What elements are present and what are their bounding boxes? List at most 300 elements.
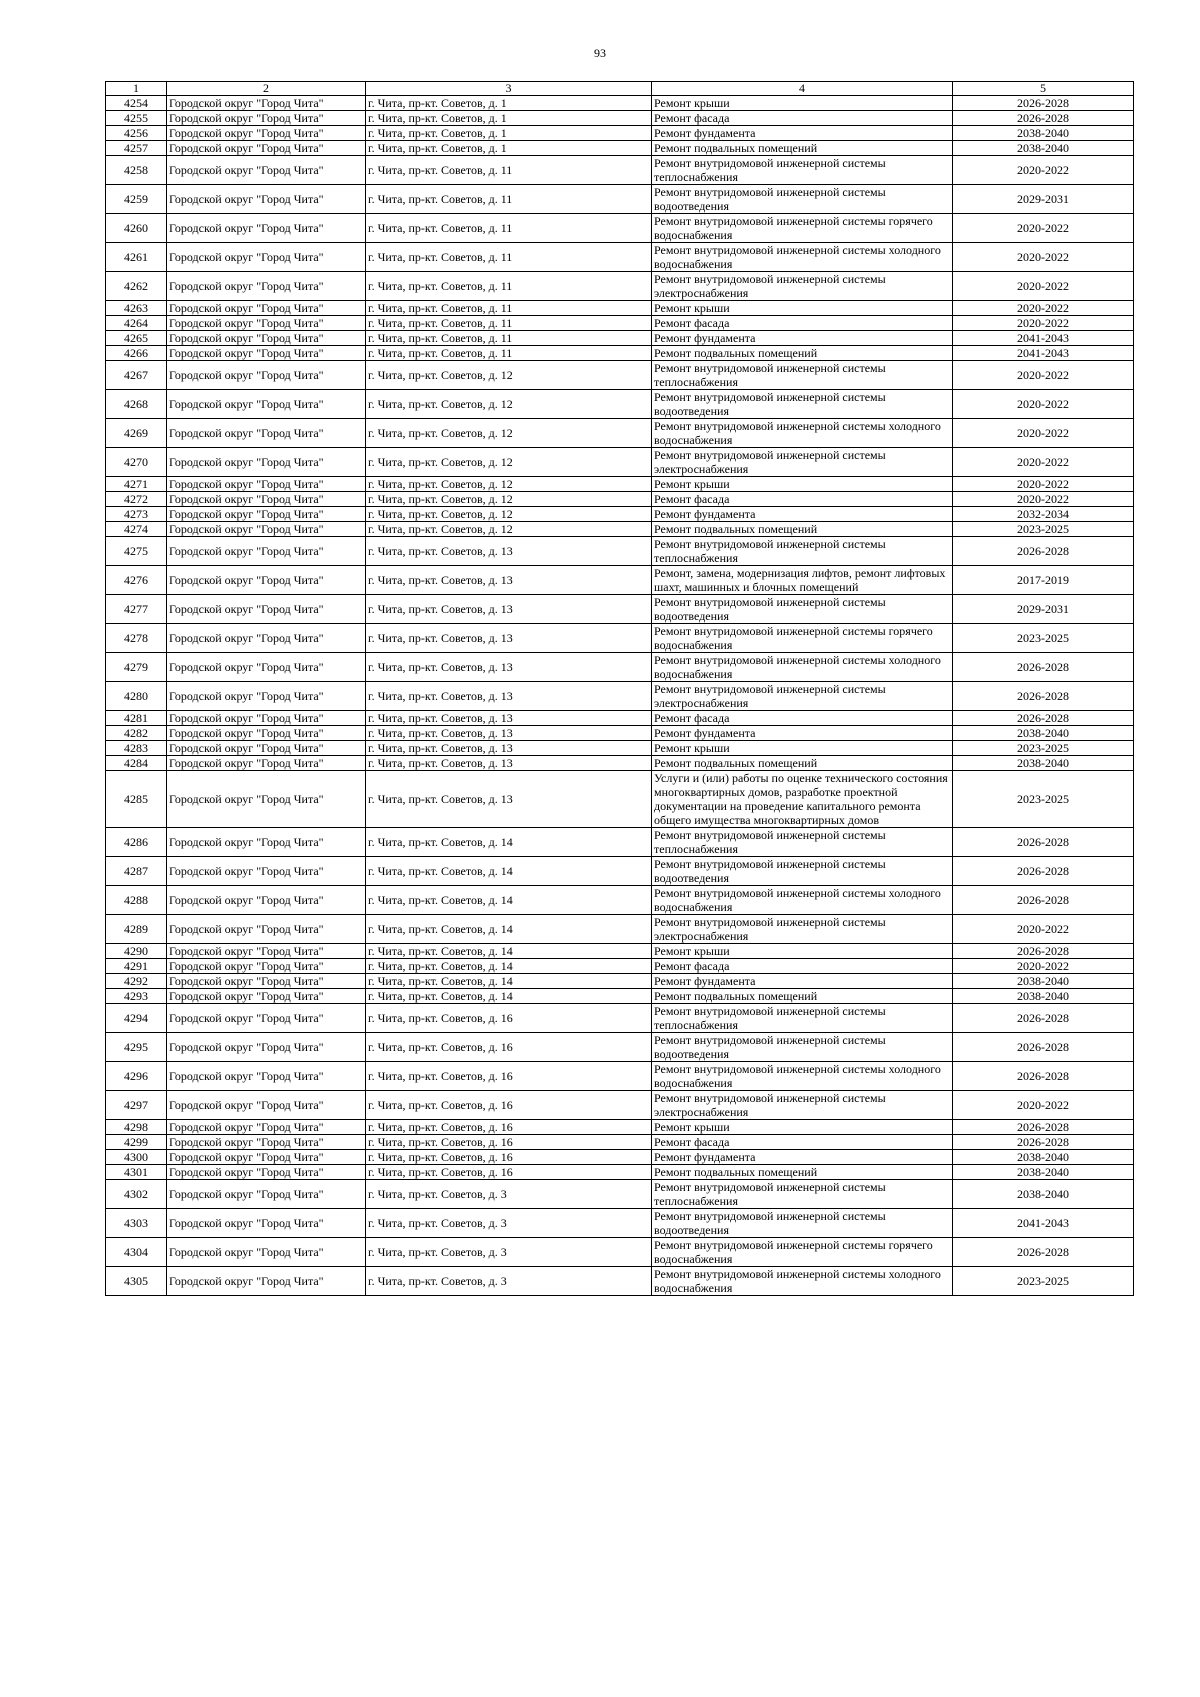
table-row: [106, 624, 1134, 653]
table-row: [106, 989, 1134, 1004]
district-cell: Городской округ "Город Чита": [167, 726, 366, 741]
period-cell: 2026-2028: [953, 886, 1134, 915]
work-type-cell: Ремонт крыши: [652, 741, 953, 756]
address-cell: г. Чита, пр-кт. Советов, д. 11: [366, 185, 652, 214]
row-number-cell: 4300: [106, 1150, 167, 1165]
work-type-cell: Ремонт внутридомовой инженерной системы водоотведения: [652, 595, 953, 624]
row-number-cell: 4286: [106, 828, 167, 857]
district-cell: Городской округ "Город Чита": [167, 1004, 366, 1033]
work-type-cell: Ремонт внутридомовой инженерной системы водоотведения: [652, 185, 953, 214]
district-cell: Городской округ "Город Чита": [167, 653, 366, 682]
period-cell: 2020-2022: [953, 214, 1134, 243]
column-header: 5: [953, 82, 1134, 96]
table-row: [106, 156, 1134, 185]
address-cell: г. Чита, пр-кт. Советов, д. 13: [366, 711, 652, 726]
district-cell: Городской округ "Город Чита": [167, 1180, 366, 1209]
work-type-cell: Ремонт внутридомовой инженерной системы теплоснабжения: [652, 156, 953, 185]
address-cell: г. Чита, пр-кт. Советов, д. 11: [366, 214, 652, 243]
district-cell: Городской округ "Город Чита": [167, 989, 366, 1004]
row-number-cell: 4264: [106, 316, 167, 331]
table-row: [106, 1165, 1134, 1180]
period-cell: 2023-2025: [953, 741, 1134, 756]
address-cell: г. Чита, пр-кт. Советов, д. 11: [366, 331, 652, 346]
district-cell: Городской округ "Город Чита": [167, 974, 366, 989]
district-cell: Городской округ "Город Чита": [167, 1135, 366, 1150]
address-cell: г. Чита, пр-кт. Советов, д. 13: [366, 682, 652, 711]
work-type-cell: Ремонт внутридомовой инженерной системы горячего водоснабжения: [652, 1238, 953, 1267]
table-row: [106, 1150, 1134, 1165]
row-number-cell: 4271: [106, 477, 167, 492]
period-cell: 2038-2040: [953, 726, 1134, 741]
address-cell: г. Чита, пр-кт. Советов, д. 11: [366, 156, 652, 185]
table-row: [106, 711, 1134, 726]
row-number-cell: 4295: [106, 1033, 167, 1062]
district-cell: Городской округ "Город Чита": [167, 185, 366, 214]
table-row: [106, 272, 1134, 301]
district-cell: Городской округ "Город Чита": [167, 243, 366, 272]
table-row: [106, 522, 1134, 537]
period-cell: 2026-2028: [953, 1033, 1134, 1062]
row-number-cell: 4260: [106, 214, 167, 243]
row-number-cell: 4288: [106, 886, 167, 915]
work-type-cell: Услуги и (или) работы по оценке технического состояния многоквартирных домов, разработке проектной документации на проведение капитального ремонта общего имущества многоквартирных домов: [652, 771, 953, 828]
row-number-cell: 4255: [106, 111, 167, 126]
district-cell: Городской округ "Город Чита": [167, 1150, 366, 1165]
table-row: [106, 915, 1134, 944]
district-cell: Городской округ "Город Чита": [167, 507, 366, 522]
address-cell: г. Чита, пр-кт. Советов, д. 3: [366, 1238, 652, 1267]
district-cell: Городской округ "Город Чита": [167, 522, 366, 537]
work-type-cell: Ремонт внутридомовой инженерной системы теплоснабжения: [652, 361, 953, 390]
table-row: [106, 828, 1134, 857]
period-cell: 2023-2025: [953, 624, 1134, 653]
period-cell: 2041-2043: [953, 331, 1134, 346]
table-body: [106, 96, 1134, 1296]
table-row: [106, 492, 1134, 507]
work-type-cell: Ремонт внутридомовой инженерной системы теплоснабжения: [652, 537, 953, 566]
address-cell: г. Чита, пр-кт. Советов, д. 11: [366, 301, 652, 316]
row-number-cell: 4269: [106, 419, 167, 448]
table-row: [106, 682, 1134, 711]
table-row: [106, 214, 1134, 243]
row-number-cell: 4296: [106, 1062, 167, 1091]
row-number-cell: 4287: [106, 857, 167, 886]
table-row: [106, 1238, 1134, 1267]
row-number-cell: 4303: [106, 1209, 167, 1238]
row-number-cell: 4274: [106, 522, 167, 537]
address-cell: г. Чита, пр-кт. Советов, д. 12: [366, 390, 652, 419]
address-cell: г. Чита, пр-кт. Советов, д. 12: [366, 419, 652, 448]
period-cell: 2026-2028: [953, 1120, 1134, 1135]
row-number-cell: 4256: [106, 126, 167, 141]
row-number-cell: 4270: [106, 448, 167, 477]
district-cell: Городской округ "Город Чита": [167, 111, 366, 126]
period-cell: 2026-2028: [953, 1135, 1134, 1150]
district-cell: Городской округ "Город Чита": [167, 1209, 366, 1238]
period-cell: 2026-2028: [953, 653, 1134, 682]
period-cell: 2020-2022: [953, 361, 1134, 390]
table-row: [106, 974, 1134, 989]
address-cell: г. Чита, пр-кт. Советов, д. 14: [366, 974, 652, 989]
address-cell: г. Чита, пр-кт. Советов, д. 11: [366, 316, 652, 331]
row-number-cell: 4258: [106, 156, 167, 185]
table-row: [106, 96, 1134, 111]
address-cell: г. Чита, пр-кт. Советов, д. 12: [366, 448, 652, 477]
row-number-cell: 4283: [106, 741, 167, 756]
work-type-cell: Ремонт внутридомовой инженерной системы холодного водоснабжения: [652, 653, 953, 682]
work-type-cell: Ремонт внутридомовой инженерной системы горячего водоснабжения: [652, 214, 953, 243]
row-number-cell: 4257: [106, 141, 167, 156]
work-type-cell: Ремонт подвальных помещений: [652, 989, 953, 1004]
period-cell: 2026-2028: [953, 96, 1134, 111]
table-row: [106, 419, 1134, 448]
address-cell: г. Чита, пр-кт. Советов, д. 3: [366, 1180, 652, 1209]
work-type-cell: Ремонт фасада: [652, 492, 953, 507]
district-cell: Городской округ "Город Чита": [167, 771, 366, 828]
period-cell: 2026-2028: [953, 828, 1134, 857]
district-cell: Городской округ "Город Чита": [167, 331, 366, 346]
work-type-cell: Ремонт фундамента: [652, 1150, 953, 1165]
period-cell: 2020-2022: [953, 492, 1134, 507]
table-row: [106, 944, 1134, 959]
district-cell: Городской округ "Город Чита": [167, 537, 366, 566]
work-type-cell: Ремонт внутридомовой инженерной системы электроснабжения: [652, 915, 953, 944]
address-cell: г. Чита, пр-кт. Советов, д. 12: [366, 477, 652, 492]
table-row: [106, 741, 1134, 756]
district-cell: Городской округ "Город Чита": [167, 1165, 366, 1180]
page-number: 93: [594, 46, 606, 60]
district-cell: Городской округ "Город Чита": [167, 1267, 366, 1296]
work-type-cell: Ремонт внутридомовой инженерной системы водоотведения: [652, 1033, 953, 1062]
period-cell: 2038-2040: [953, 1150, 1134, 1165]
table-row: [106, 448, 1134, 477]
row-number-cell: 4298: [106, 1120, 167, 1135]
district-cell: Городской округ "Город Чита": [167, 448, 366, 477]
work-type-cell: Ремонт крыши: [652, 1120, 953, 1135]
address-cell: г. Чита, пр-кт. Советов, д. 16: [366, 1004, 652, 1033]
work-type-cell: Ремонт крыши: [652, 301, 953, 316]
table-row: [106, 1135, 1134, 1150]
address-cell: г. Чита, пр-кт. Советов, д. 13: [366, 756, 652, 771]
row-number-cell: 4302: [106, 1180, 167, 1209]
work-type-cell: Ремонт крыши: [652, 944, 953, 959]
address-cell: г. Чита, пр-кт. Советов, д. 13: [366, 595, 652, 624]
work-type-cell: Ремонт внутридомовой инженерной системы водоотведения: [652, 390, 953, 419]
table-row: [106, 756, 1134, 771]
table-row: [106, 507, 1134, 522]
address-cell: г. Чита, пр-кт. Советов, д. 16: [366, 1165, 652, 1180]
district-cell: Городской округ "Город Чита": [167, 1091, 366, 1120]
period-cell: 2026-2028: [953, 111, 1134, 126]
table-row: [106, 243, 1134, 272]
row-number-cell: 4277: [106, 595, 167, 624]
row-number-cell: 4294: [106, 1004, 167, 1033]
period-cell: 2041-2043: [953, 1209, 1134, 1238]
period-cell: 2038-2040: [953, 756, 1134, 771]
row-number-cell: 4299: [106, 1135, 167, 1150]
work-type-cell: Ремонт подвальных помещений: [652, 522, 953, 537]
table-row: [106, 1120, 1134, 1135]
district-cell: Городской округ "Город Чита": [167, 419, 366, 448]
work-type-cell: Ремонт внутридомовой инженерной системы горячего водоснабжения: [652, 624, 953, 653]
row-number-cell: 4290: [106, 944, 167, 959]
period-cell: 2020-2022: [953, 959, 1134, 974]
period-cell: 2023-2025: [953, 522, 1134, 537]
district-cell: Городской округ "Город Чита": [167, 316, 366, 331]
row-number-cell: 4284: [106, 756, 167, 771]
district-cell: Городской округ "Город Чита": [167, 711, 366, 726]
period-cell: 2020-2022: [953, 156, 1134, 185]
period-cell: 2023-2025: [953, 1267, 1134, 1296]
work-type-cell: Ремонт внутридомовой инженерной системы теплоснабжения: [652, 1004, 953, 1033]
district-cell: Городской округ "Город Чита": [167, 1238, 366, 1267]
column-header: 2: [167, 82, 366, 96]
district-cell: Городской округ "Город Чита": [167, 390, 366, 419]
period-cell: 2026-2028: [953, 1004, 1134, 1033]
address-cell: г. Чита, пр-кт. Советов, д. 1: [366, 96, 652, 111]
address-cell: г. Чита, пр-кт. Советов, д. 1: [366, 141, 652, 156]
table-row: [106, 316, 1134, 331]
address-cell: г. Чита, пр-кт. Советов, д. 1: [366, 111, 652, 126]
work-type-cell: Ремонт крыши: [652, 477, 953, 492]
period-cell: 2026-2028: [953, 682, 1134, 711]
district-cell: Городской округ "Город Чита": [167, 1062, 366, 1091]
period-cell: 2020-2022: [953, 448, 1134, 477]
work-type-cell: Ремонт фундамента: [652, 507, 953, 522]
work-type-cell: Ремонт внутридомовой инженерной системы холодного водоснабжения: [652, 1062, 953, 1091]
period-cell: 2026-2028: [953, 857, 1134, 886]
work-type-cell: Ремонт внутридомовой инженерной системы электроснабжения: [652, 448, 953, 477]
district-cell: Городской округ "Город Чита": [167, 857, 366, 886]
address-cell: г. Чита, пр-кт. Советов, д. 13: [366, 741, 652, 756]
table-row: [106, 886, 1134, 915]
address-cell: г. Чита, пр-кт. Советов, д. 14: [366, 915, 652, 944]
row-number-cell: 4293: [106, 989, 167, 1004]
column-header: 3: [366, 82, 652, 96]
row-number-cell: 4297: [106, 1091, 167, 1120]
district-cell: Городской округ "Город Чита": [167, 492, 366, 507]
row-number-cell: 4263: [106, 301, 167, 316]
table-row: [106, 390, 1134, 419]
period-cell: 2026-2028: [953, 537, 1134, 566]
address-cell: г. Чита, пр-кт. Советов, д. 16: [366, 1033, 652, 1062]
period-cell: 2032-2034: [953, 507, 1134, 522]
period-cell: 2026-2028: [953, 711, 1134, 726]
work-type-cell: Ремонт внутридомовой инженерной системы водоотведения: [652, 1209, 953, 1238]
work-type-cell: Ремонт внутридомовой инженерной системы холодного водоснабжения: [652, 419, 953, 448]
table-row: [106, 1091, 1134, 1120]
address-cell: г. Чита, пр-кт. Советов, д. 16: [366, 1135, 652, 1150]
district-cell: Городской округ "Город Чита": [167, 272, 366, 301]
row-number-cell: 4292: [106, 974, 167, 989]
address-cell: г. Чита, пр-кт. Советов, д. 3: [366, 1267, 652, 1296]
district-cell: Городской округ "Город Чита": [167, 624, 366, 653]
work-type-cell: Ремонт фасада: [652, 1135, 953, 1150]
row-number-cell: 4254: [106, 96, 167, 111]
table-row: [106, 1209, 1134, 1238]
period-cell: 2038-2040: [953, 126, 1134, 141]
address-cell: г. Чита, пр-кт. Советов, д. 13: [366, 537, 652, 566]
work-type-cell: Ремонт, замена, модернизация лифтов, ремонт лифтовых шахт, машинных и блочных помещений: [652, 566, 953, 595]
district-cell: Городской округ "Город Чита": [167, 944, 366, 959]
district-cell: Городской округ "Город Чита": [167, 214, 366, 243]
row-number-cell: 4267: [106, 361, 167, 390]
work-type-cell: Ремонт внутридомовой инженерной системы электроснабжения: [652, 682, 953, 711]
row-number-cell: 4281: [106, 711, 167, 726]
address-cell: г. Чита, пр-кт. Советов, д. 16: [366, 1091, 652, 1120]
address-cell: г. Чита, пр-кт. Советов, д. 13: [366, 771, 652, 828]
district-cell: Городской округ "Город Чита": [167, 301, 366, 316]
row-number-cell: 4265: [106, 331, 167, 346]
row-number-cell: 4262: [106, 272, 167, 301]
period-cell: 2020-2022: [953, 390, 1134, 419]
district-cell: Городской округ "Город Чита": [167, 1033, 366, 1062]
row-number-cell: 4273: [106, 507, 167, 522]
district-cell: Городской округ "Город Чита": [167, 361, 366, 390]
row-number-cell: 4268: [106, 390, 167, 419]
period-cell: 2038-2040: [953, 1180, 1134, 1209]
period-cell: 2017-2019: [953, 566, 1134, 595]
address-cell: г. Чита, пр-кт. Советов, д. 12: [366, 507, 652, 522]
table-row: [106, 653, 1134, 682]
table-row: [106, 301, 1134, 316]
address-cell: г. Чита, пр-кт. Советов, д. 13: [366, 624, 652, 653]
table-row: [106, 331, 1134, 346]
table-row: [106, 1033, 1134, 1062]
district-cell: Городской округ "Город Чита": [167, 828, 366, 857]
district-cell: Городской округ "Город Чита": [167, 756, 366, 771]
address-cell: г. Чита, пр-кт. Советов, д. 14: [366, 944, 652, 959]
period-cell: 2038-2040: [953, 1165, 1134, 1180]
work-type-cell: Ремонт подвальных помещений: [652, 756, 953, 771]
table-row: [106, 111, 1134, 126]
district-cell: Городской округ "Город Чита": [167, 141, 366, 156]
row-number-cell: 4278: [106, 624, 167, 653]
row-number-cell: 4275: [106, 537, 167, 566]
address-cell: г. Чита, пр-кт. Советов, д. 3: [366, 1209, 652, 1238]
column-header: 4: [652, 82, 953, 96]
district-cell: Городской округ "Город Чита": [167, 959, 366, 974]
period-cell: 2026-2028: [953, 1238, 1134, 1267]
row-number-cell: 4266: [106, 346, 167, 361]
address-cell: г. Чита, пр-кт. Советов, д. 14: [366, 828, 652, 857]
address-cell: г. Чита, пр-кт. Советов, д. 1: [366, 126, 652, 141]
work-type-cell: Ремонт фасада: [652, 959, 953, 974]
work-type-cell: Ремонт внутридомовой инженерной системы водоотведения: [652, 857, 953, 886]
work-type-cell: Ремонт подвальных помещений: [652, 141, 953, 156]
address-cell: г. Чита, пр-кт. Советов, д. 14: [366, 959, 652, 974]
row-number-cell: 4282: [106, 726, 167, 741]
row-number-cell: 4261: [106, 243, 167, 272]
work-type-cell: Ремонт фундамента: [652, 726, 953, 741]
work-type-cell: Ремонт фасада: [652, 316, 953, 331]
work-type-cell: Ремонт фундамента: [652, 331, 953, 346]
table-header-row: [106, 82, 1134, 96]
address-cell: г. Чита, пр-кт. Советов, д. 11: [366, 243, 652, 272]
row-number-cell: 4301: [106, 1165, 167, 1180]
district-cell: Городской округ "Город Чита": [167, 886, 366, 915]
row-number-cell: 4291: [106, 959, 167, 974]
table-row: [106, 857, 1134, 886]
table-row: [106, 1004, 1134, 1033]
table-row: [106, 346, 1134, 361]
address-cell: г. Чита, пр-кт. Советов, д. 11: [366, 346, 652, 361]
address-cell: г. Чита, пр-кт. Советов, д. 13: [366, 566, 652, 595]
address-cell: г. Чита, пр-кт. Советов, д. 13: [366, 726, 652, 741]
period-cell: 2020-2022: [953, 419, 1134, 448]
period-cell: 2038-2040: [953, 141, 1134, 156]
work-type-cell: Ремонт внутридомовой инженерной системы холодного водоснабжения: [652, 1267, 953, 1296]
period-cell: 2026-2028: [953, 944, 1134, 959]
address-cell: г. Чита, пр-кт. Советов, д. 12: [366, 492, 652, 507]
period-cell: 2026-2028: [953, 1062, 1134, 1091]
table-row: [106, 726, 1134, 741]
work-type-cell: Ремонт фасада: [652, 111, 953, 126]
work-type-cell: Ремонт подвальных помещений: [652, 346, 953, 361]
district-cell: Городской округ "Город Чита": [167, 595, 366, 624]
repair-schedule-table: [105, 81, 1134, 1296]
table-row: [106, 1180, 1134, 1209]
address-cell: г. Чита, пр-кт. Советов, д. 16: [366, 1120, 652, 1135]
district-cell: Городской округ "Город Чита": [167, 1120, 366, 1135]
table-row: [106, 566, 1134, 595]
district-cell: Городской округ "Город Чита": [167, 477, 366, 492]
table-row: [106, 361, 1134, 390]
row-number-cell: 4304: [106, 1238, 167, 1267]
row-number-cell: 4305: [106, 1267, 167, 1296]
period-cell: 2041-2043: [953, 346, 1134, 361]
district-cell: Городской округ "Город Чита": [167, 126, 366, 141]
period-cell: 2020-2022: [953, 1091, 1134, 1120]
row-number-cell: 4289: [106, 915, 167, 944]
table-row: [106, 1062, 1134, 1091]
row-number-cell: 4276: [106, 566, 167, 595]
district-cell: Городской округ "Город Чита": [167, 741, 366, 756]
work-type-cell: Ремонт фундамента: [652, 126, 953, 141]
work-type-cell: Ремонт фасада: [652, 711, 953, 726]
period-cell: 2020-2022: [953, 477, 1134, 492]
address-cell: г. Чита, пр-кт. Советов, д. 14: [366, 886, 652, 915]
table-row: [106, 537, 1134, 566]
work-type-cell: Ремонт внутридомовой инженерной системы холодного водоснабжения: [652, 243, 953, 272]
work-type-cell: Ремонт фундамента: [652, 974, 953, 989]
period-cell: 2023-2025: [953, 771, 1134, 828]
period-cell: 2020-2022: [953, 316, 1134, 331]
work-type-cell: Ремонт внутридомовой инженерной системы теплоснабжения: [652, 1180, 953, 1209]
table-row: [106, 595, 1134, 624]
district-cell: Городской округ "Город Чита": [167, 566, 366, 595]
column-header: 1: [106, 82, 167, 96]
period-cell: 2020-2022: [953, 272, 1134, 301]
period-cell: 2029-2031: [953, 185, 1134, 214]
table-row: [106, 771, 1134, 828]
row-number-cell: 4279: [106, 653, 167, 682]
work-type-cell: Ремонт внутридомовой инженерной системы электроснабжения: [652, 1091, 953, 1120]
period-cell: 2029-2031: [953, 595, 1134, 624]
address-cell: г. Чита, пр-кт. Советов, д. 13: [366, 653, 652, 682]
district-cell: Городской округ "Город Чита": [167, 96, 366, 111]
address-cell: г. Чита, пр-кт. Советов, д. 16: [366, 1150, 652, 1165]
work-type-cell: Ремонт крыши: [652, 96, 953, 111]
district-cell: Городской округ "Город Чита": [167, 346, 366, 361]
row-number-cell: 4280: [106, 682, 167, 711]
table-row: [106, 477, 1134, 492]
address-cell: г. Чита, пр-кт. Советов, д. 12: [366, 361, 652, 390]
period-cell: 2020-2022: [953, 243, 1134, 272]
table-row: [106, 1267, 1134, 1296]
row-number-cell: 4259: [106, 185, 167, 214]
work-type-cell: Ремонт внутридомовой инженерной системы теплоснабжения: [652, 828, 953, 857]
